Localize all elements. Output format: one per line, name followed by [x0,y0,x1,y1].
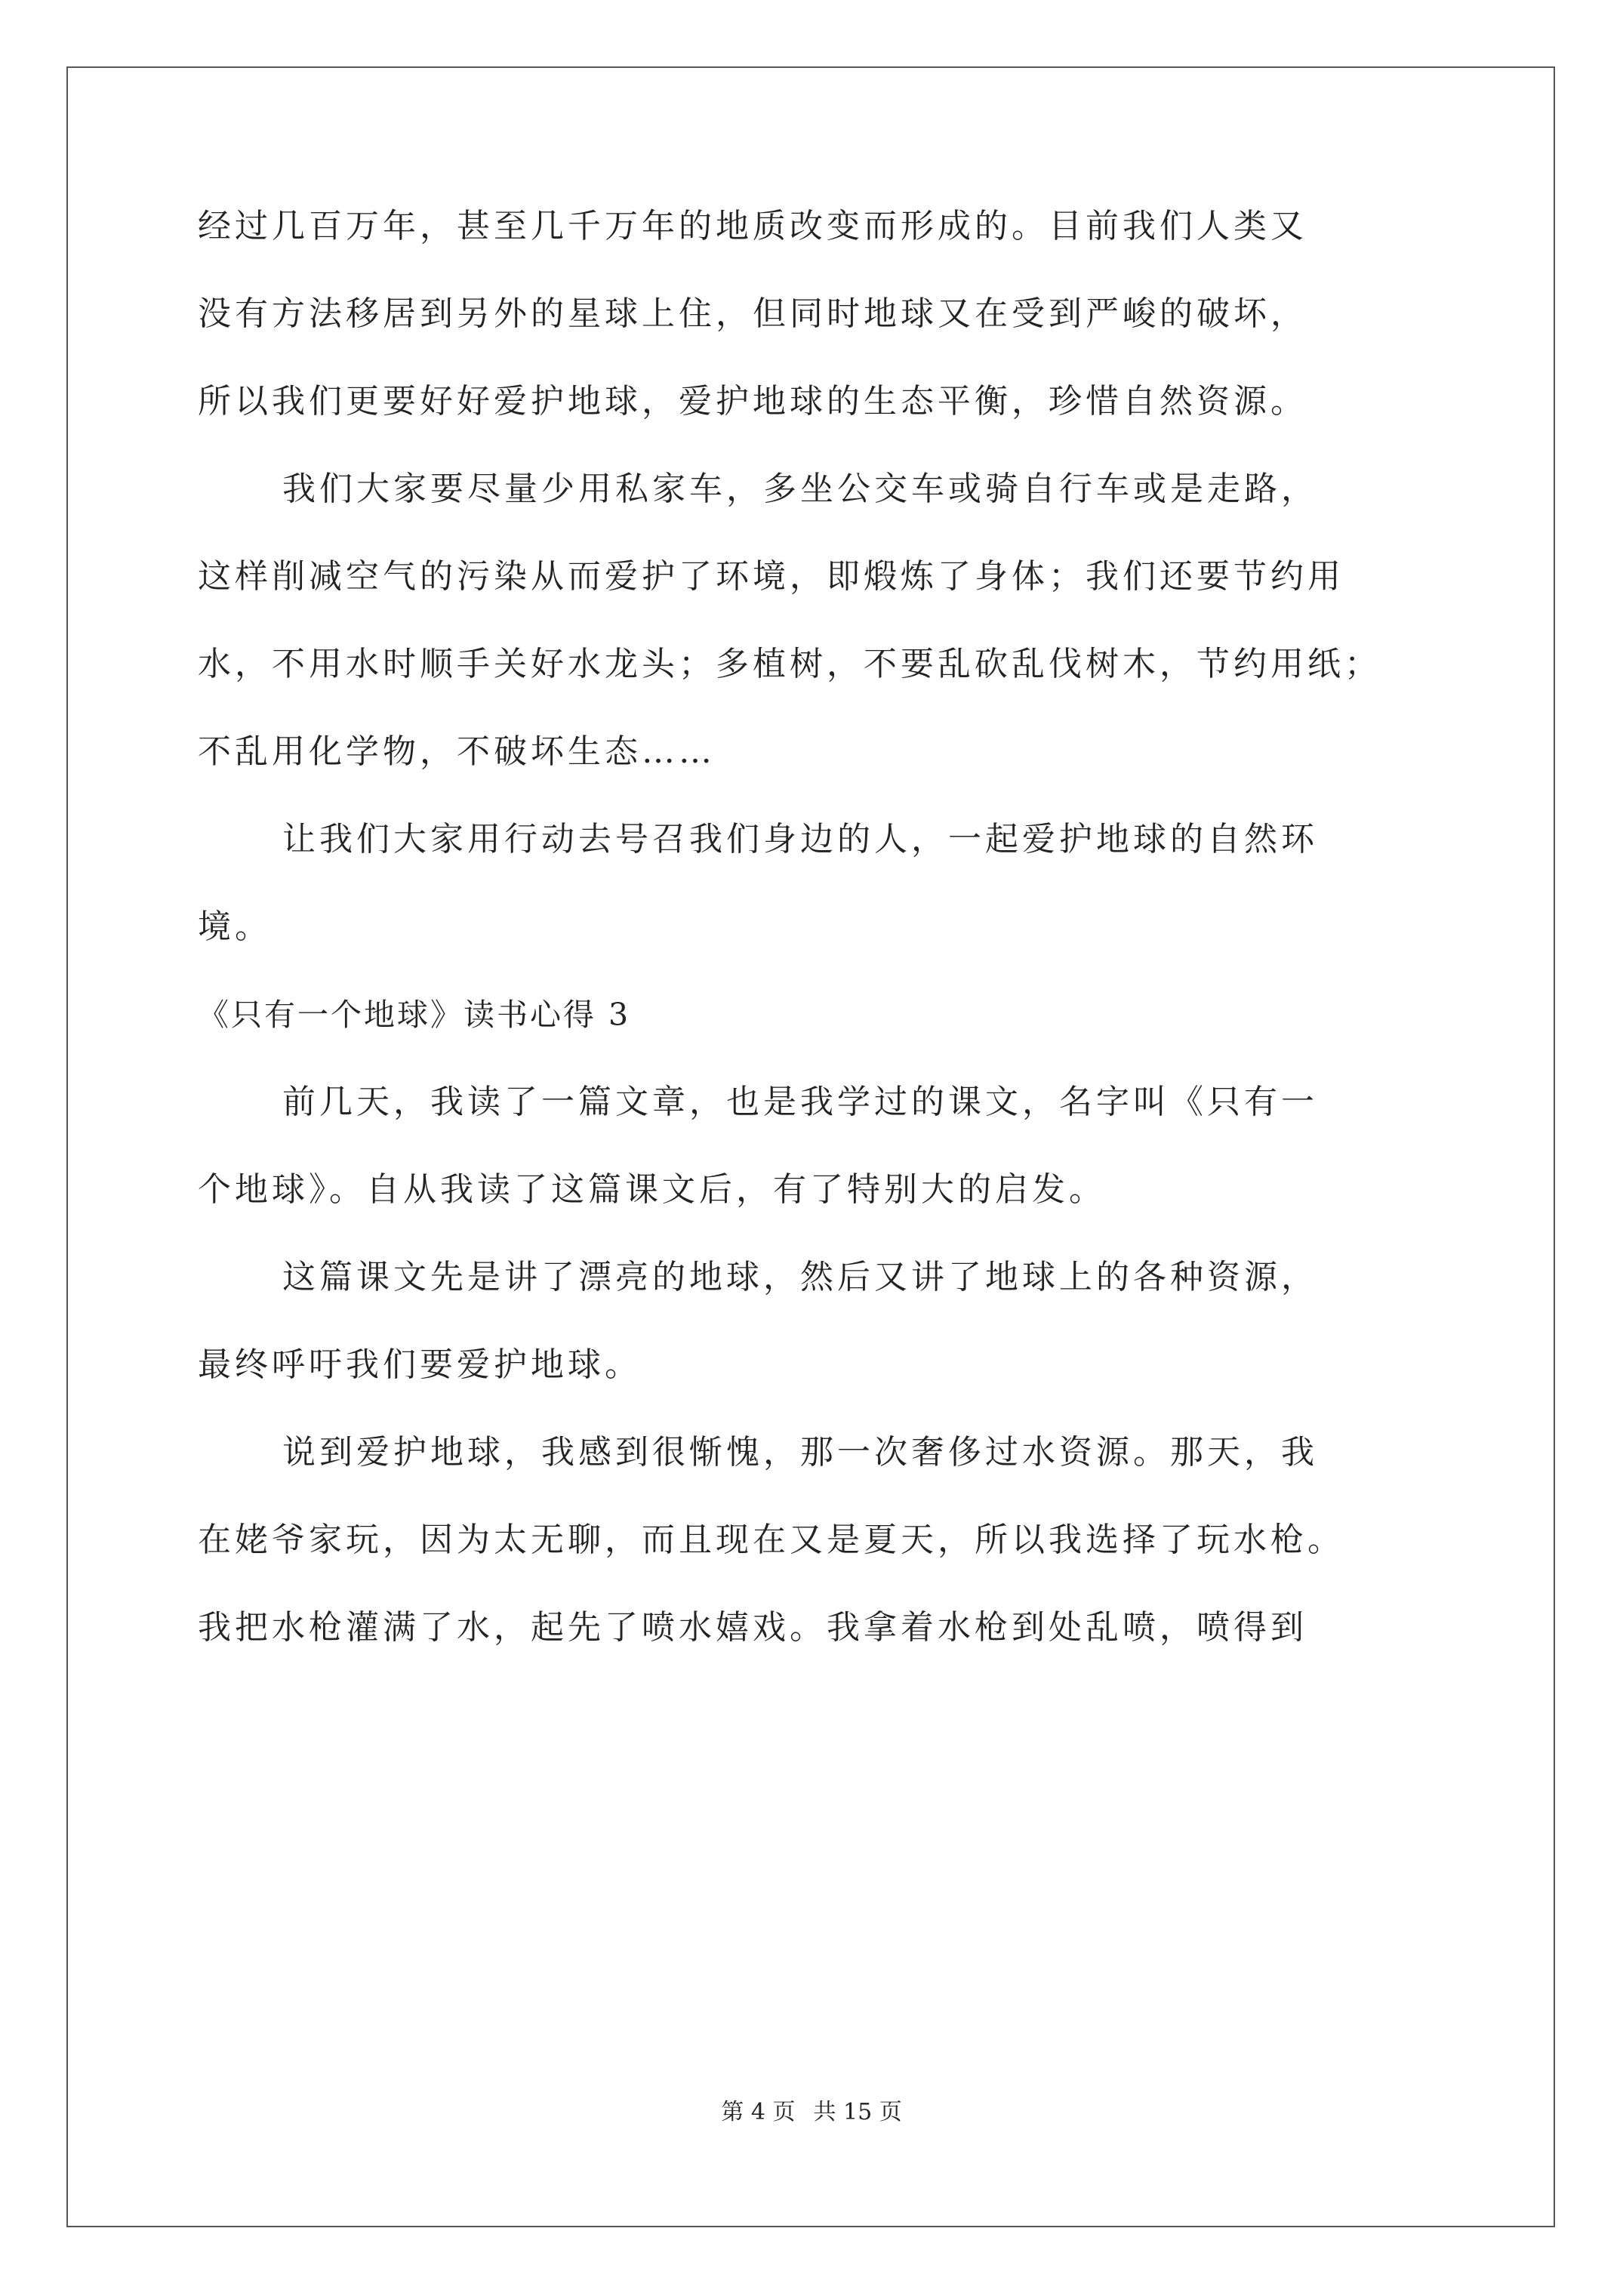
text-line: 没有方法移居到另外的星球上住，但同时地球又在受到严峻的破坏， [198,294,1307,333]
text-line: 个地球》。自从我读了这篇课文后，有了特别大的启发。 [198,1170,1106,1209]
text-line: 境。 [198,908,272,946]
page-footer [0,2093,1623,2126]
text-line: 这样削减空气的污染从而爱护了环境，即煅炼了身体；我们还要节约用 [198,557,1344,596]
page-total: 共 15 页 [813,2099,902,2125]
paragraph-start-line: 让我们大家用行动去号召我们身边的人，一起爱护地球的自然环 [282,820,1318,858]
paragraph-start-line: 说到爱护地球，我感到很惭愧，那一次奢侈过水资源。那天，我 [282,1433,1318,1472]
paragraph-start-line: 这篇课文先是讲了漂亮的地球，然后又讲了地球上的各种资源， [282,1258,1318,1296]
paragraph-start-line: 我们大家要尽量少用私家车，多坐公交车或骑自行车或是走路， [282,470,1318,508]
section-heading: 《只有一个地球》读书心得 3 [198,997,631,1033]
text-line: 最终呼吁我们要爱护地球。 [198,1345,642,1384]
text-line: 在姥爷家玩，因为太无聊，而且现在又是夏天，所以我选择了玩水枪。 [198,1521,1344,1559]
text-line: 所以我们更要好好爱护地球，爱护地球的生态平衡，珍惜自然资源。 [198,382,1307,421]
text-line: 经过几百万年，甚至几千万年的地质改变而形成的。目前我们人类又 [198,207,1307,245]
text-line: 不乱用化学物，不破坏生态…… [198,732,716,771]
paragraph-start-line: 前几天，我读了一篇文章，也是我学过的课文，名字叫《只有一 [282,1083,1318,1121]
text-line: 我把水枪灌满了水，起先了喷水嬉戏。我拿着水枪到处乱喷，喷得到 [198,1608,1307,1647]
text-line: 水，不用水时顺手关好水龙头；多植树，不要乱砍乱伐树木，节约用纸； [198,645,1381,683]
page-number: 第 4 页 [721,2099,796,2125]
